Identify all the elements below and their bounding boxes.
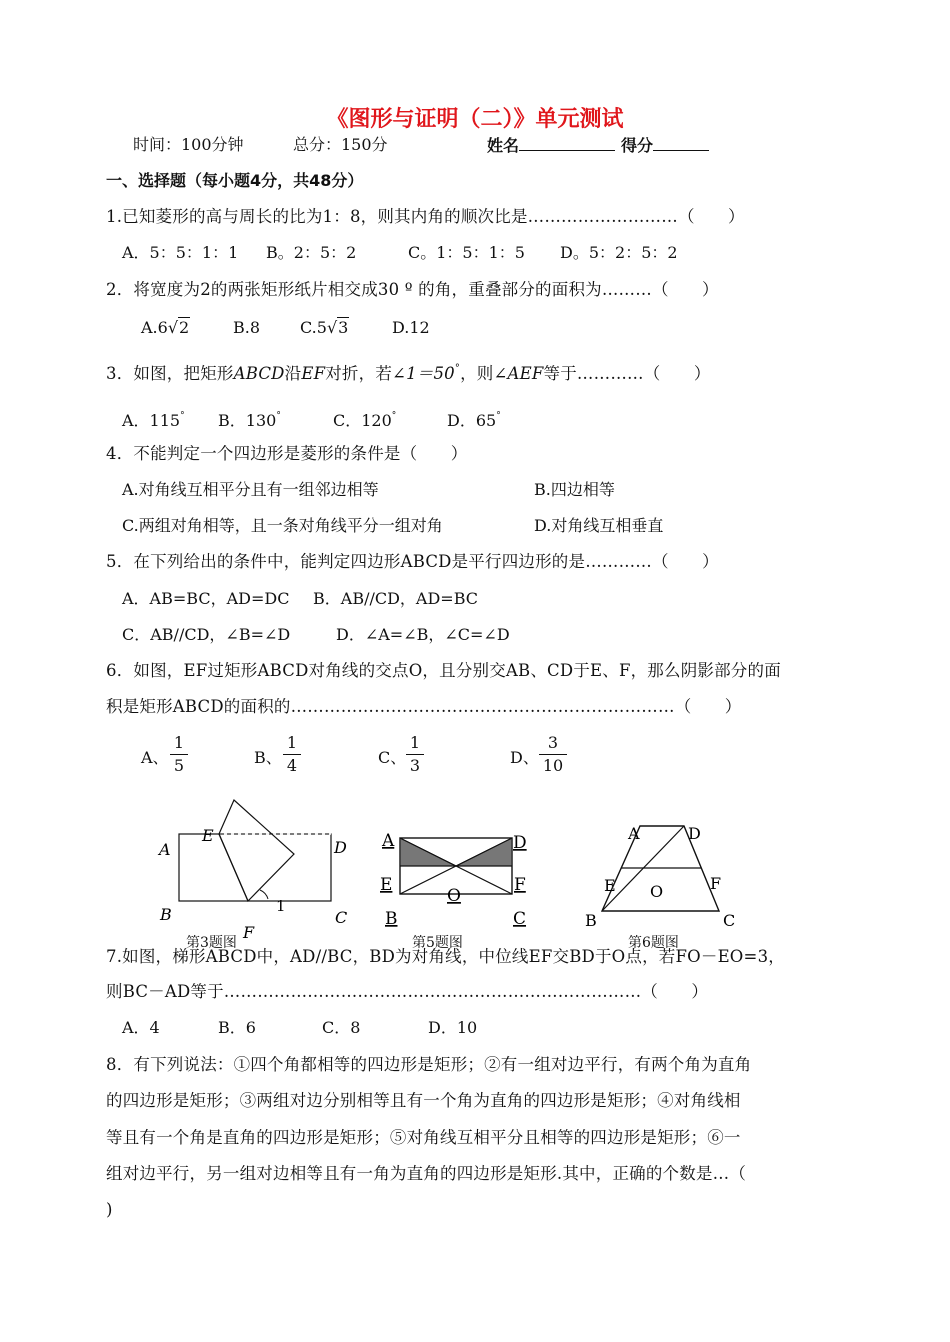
section-heading: 一、选择题（每小题4分，共48分） [106, 171, 364, 190]
q3-option-c-label: C．120 [333, 411, 392, 430]
question-8-line-1: 8．有下列说法：①四个角都相等的四边形是矩形；②有一组对边平行，有两个角为直角 [106, 1055, 752, 1074]
fig5-label-b: B [385, 909, 398, 929]
fig5-label-o: O [447, 886, 461, 906]
q2-option-c-label: C.5 [300, 318, 327, 337]
q6-b-den: 4 [286, 756, 298, 775]
question-5: 5．在下列给出的条件中，能判定四边形ABCD是平行四边形的是…………（ ） [106, 552, 719, 571]
fig6-label-f: F [710, 874, 722, 893]
q2-option-a[interactable]: A.6√2 [141, 318, 190, 337]
figure-5-caption: 第5题图 [412, 935, 463, 951]
figure-3-caption: 第3题图 [186, 935, 237, 951]
fig5-label-d: D [513, 833, 527, 853]
q1-option-c[interactable]: C。1：5：1：5 [408, 243, 525, 262]
q7-option-d[interactable]: D．10 [428, 1018, 478, 1037]
question-2: 2．将宽度为2的两张矩形纸片相交成30 º 的角，重叠部分的面积为………（ ） [106, 280, 719, 299]
fig3-angle-mark [260, 890, 268, 899]
q2-option-b[interactable]: B.8 [233, 318, 261, 337]
fig6-label-d: D [688, 824, 701, 843]
q6-a-den: 5 [173, 756, 185, 775]
q3-text-5: 等于…………（ ） [543, 364, 711, 383]
q6-option-c-fraction [406, 734, 424, 775]
fig5-label-e: E [380, 875, 393, 895]
q6-c-num: 1 [409, 733, 421, 752]
question-7-line-2: 则BC－AD等于…………………………………………………………………（ ） [106, 982, 709, 1001]
question-8-line-2: 的四边形是矩形；③两组对边分别相等且有一个角为直角的四边形是矩形；④对角线相 [106, 1091, 741, 1110]
q3-option-c[interactable]: C．120° [333, 411, 397, 430]
q4-option-a[interactable]: A.对角线互相平分且有一组邻边相等 [122, 480, 379, 499]
figure-6 [576, 815, 746, 935]
header-time: 时间：100分钟 [133, 135, 244, 154]
fig3-label-1: 1 [276, 897, 286, 915]
q3-text-2: 沿 [284, 364, 302, 383]
q6-option-b-fraction [283, 734, 301, 775]
score-blank[interactable] [653, 134, 709, 151]
header-score-total: 总分：150分 [293, 135, 388, 154]
score-label: 得分 [621, 136, 654, 155]
question-6-line-1: 6．如图，EF过矩形ABCD对角线的交点O，且分别交AB、CD于E、F，那么阴影部分的面 [106, 661, 781, 680]
q6-c-den: 3 [409, 756, 421, 775]
q5-option-c[interactable]: C．AB//CD，∠B=∠D [122, 625, 291, 644]
figure-6-caption: 第6题图 [628, 935, 679, 951]
q4-option-c[interactable]: C.两组对角相等，且一条对角线平分一组对角 [122, 516, 443, 535]
q5-option-a[interactable]: A．AB=BC，AD=DC [122, 589, 290, 608]
header-name-field[interactable] [487, 134, 615, 157]
fig6-label-a: A [628, 824, 640, 843]
q5-option-b[interactable]: B．AB//CD，AD=BC [313, 589, 479, 608]
q3-option-b[interactable]: B．130° [218, 411, 281, 430]
q3-text-3: 对折，若 [325, 364, 393, 383]
figure-5 [378, 826, 538, 936]
q6-b-num: 1 [286, 733, 298, 752]
question-4: 4．不能判定一个四边形是菱形的条件是（ ） [106, 444, 468, 463]
fig6-label-o: O [650, 882, 664, 901]
q3-angle-aef: ∠AEF [493, 364, 544, 383]
q3-option-d-label: D．65 [447, 411, 497, 430]
header-score-field[interactable] [621, 134, 709, 157]
q6-option-a[interactable]: A、 [141, 748, 169, 767]
q5-option-d[interactable]: D．∠A=∠B，∠C=∠D [336, 625, 510, 644]
q3-text-1: 3．如图，把矩形 [106, 364, 234, 383]
page-title: 《图形与证明（二）》单元测试 [326, 107, 624, 132]
name-blank[interactable] [519, 134, 615, 151]
q1-option-a[interactable]: A．5：5：1：1 [122, 243, 239, 262]
q2-option-d[interactable]: D.12 [392, 318, 430, 337]
q7-option-b[interactable]: B．6 [218, 1018, 256, 1037]
fig6-label-b: B [585, 911, 597, 930]
question-7-line-1: 7.如图，梯形ABCD中，AD//BC，BD为对角线，中位线EF交BD于O点，若FO－EO=3， [106, 947, 785, 966]
q6-option-d-fraction [539, 734, 567, 775]
question-8-line-3: 等且有一个角是直角的四边形是矩形；⑤对角线互相平分且相等的四边形是矩形；⑥一 [106, 1128, 741, 1147]
q6-option-c[interactable]: C、 [378, 748, 407, 767]
question-3: 3．如图，把矩形ABCD沿EF对折，若∠1＝50°，则∠AEF等于…………（ ） [106, 363, 711, 383]
q2-option-a-root: 2 [179, 318, 190, 337]
question-6-line-2: 积是矩形ABCD的面积的……………………………………………………………（ ） [106, 697, 742, 716]
q2-option-a-label: A.6 [141, 318, 168, 337]
q2-option-c-root: 3 [338, 318, 349, 337]
question-1: 1.已知菱形的高与周长的比为1：8，则其内角的顺次比是………………………（ ） [106, 207, 745, 226]
q6-option-b[interactable]: B、 [254, 748, 282, 767]
fig3-label-f: F [243, 923, 255, 942]
q3-option-a[interactable]: A．115° [122, 411, 185, 430]
fig3-label-a: A [159, 840, 171, 859]
q2-option-c[interactable]: C.5√3 [300, 318, 349, 337]
q6-option-d[interactable]: D、 [510, 748, 539, 767]
q6-d-den: 10 [542, 756, 564, 775]
q3-option-b-label: B．130 [218, 411, 277, 430]
fig5-label-c: C [513, 909, 527, 929]
fig6-label-e: E [604, 876, 616, 895]
fig3-folded-flap [219, 800, 294, 901]
q1-option-d[interactable]: D。5：2：5：2 [560, 243, 678, 262]
q3-option-a-label: A．115 [122, 411, 181, 430]
name-label: 姓名 [487, 136, 520, 155]
question-8-line-4: 组对边平行，另一组对边相等且有一角为直角的四边形是矩形.其中，正确的个数是…（ [106, 1164, 747, 1183]
q7-option-c[interactable]: C．8 [322, 1018, 361, 1037]
q6-a-num: 1 [173, 733, 185, 752]
question-8-line-5: ) [106, 1200, 113, 1219]
q4-option-b[interactable]: B.四边相等 [534, 480, 615, 499]
q3-ef: EF [301, 364, 326, 383]
q4-option-d[interactable]: D.对角线互相垂直 [534, 516, 664, 535]
q3-text-4: ，则 [460, 364, 494, 383]
fig3-label-e: E [202, 826, 214, 845]
fig3-label-b: B [160, 905, 172, 924]
q7-option-a[interactable]: A．4 [122, 1018, 160, 1037]
q6-d-num: 3 [547, 733, 559, 752]
fig5-label-a: A [382, 831, 395, 851]
fig3-label-d: D [334, 838, 347, 857]
figure-3 [150, 795, 360, 945]
fig5-label-f: F [514, 875, 526, 895]
fig6-label-c: C [723, 911, 736, 930]
q3-abcd: ABCD [233, 364, 285, 383]
fig3-label-c: C [335, 908, 348, 927]
q3-option-d[interactable]: D．65° [447, 411, 501, 430]
q3-angle-1: ∠1＝50 [392, 364, 455, 383]
q6-option-a-fraction [170, 734, 188, 775]
q1-option-b[interactable]: B。2：5：2 [266, 243, 357, 262]
